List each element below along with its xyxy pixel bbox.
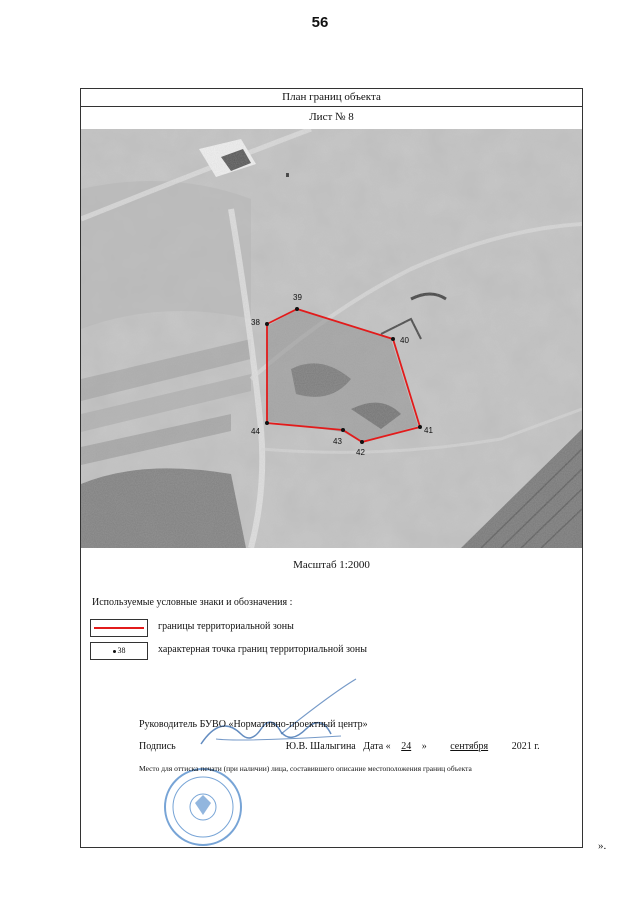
- point-label-38: 38: [251, 318, 260, 327]
- point-dot-icon: [113, 650, 116, 653]
- map-scale: Масштаб 1:2000: [293, 559, 370, 571]
- point-label-40: 40: [400, 336, 409, 345]
- stamp-note: Место для оттиска печати (при наличии) лица, составившего описание местоположения границ объекта: [139, 764, 472, 773]
- aerial-photo: [81, 129, 582, 548]
- legend-point-symbol: [90, 642, 148, 660]
- point-label-44: 44: [251, 427, 260, 436]
- date-mid: »: [421, 741, 427, 752]
- signature-date-line: [139, 741, 540, 752]
- page-number: 56: [311, 14, 329, 31]
- legend-zone-symbol: [90, 619, 148, 637]
- plan-title: План границ объекта: [81, 89, 582, 107]
- point-label-39: 39: [293, 293, 302, 302]
- sign-prefix: Подпись: [139, 741, 176, 752]
- point-label-41: 41: [424, 426, 433, 435]
- date-prefix: Дата «: [363, 741, 391, 752]
- signer-name: Ю.В. Шалыгина: [285, 741, 356, 752]
- point-label-43: 43: [333, 437, 342, 446]
- boundary-plan-frame: [80, 88, 583, 848]
- date-month: сентября: [450, 741, 489, 752]
- legend-point-label: характерная точка границ территориальной зоны: [158, 644, 367, 655]
- point-label-42: 42: [356, 448, 365, 457]
- legend-zone-label: границы территориальной зоны: [158, 621, 294, 632]
- date-day: 24: [401, 741, 412, 752]
- closing-quote: ».: [598, 840, 607, 852]
- head-signature-line: Руководитель БУВО «Нормативно-проектный центр»: [139, 719, 368, 730]
- legend-title: Используемые условные знаки и обозначения :: [92, 597, 293, 608]
- date-year: 2021 г.: [511, 741, 540, 752]
- legend-point-sample: 38: [117, 646, 126, 655]
- sheet-number: Лист № 8: [309, 111, 354, 123]
- aerial-map: [81, 129, 582, 548]
